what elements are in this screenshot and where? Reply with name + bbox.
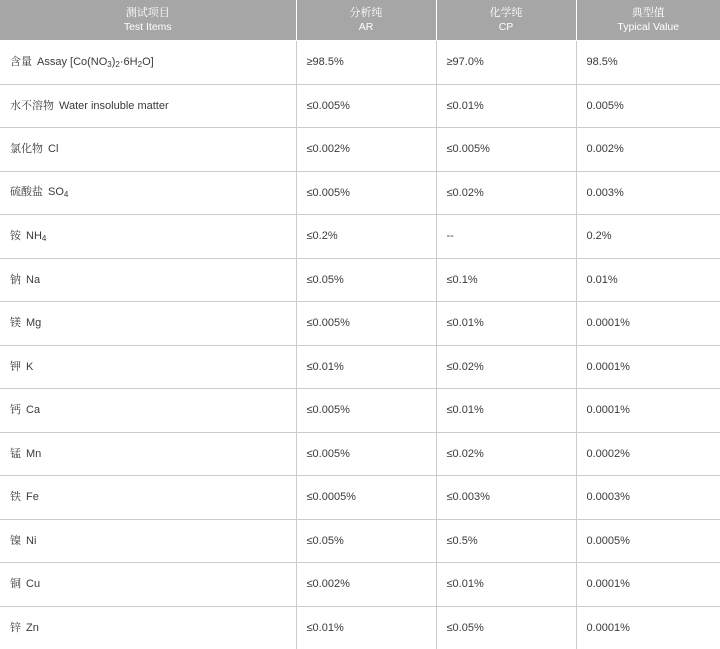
cell-cp: ≤0.01% bbox=[436, 302, 576, 346]
cell-test-item bbox=[0, 41, 296, 85]
cell-test-item bbox=[0, 476, 296, 520]
cell-typical-value: 0.0003% bbox=[576, 476, 720, 520]
cell-test-item bbox=[0, 606, 296, 649]
column-header-test-items bbox=[0, 0, 296, 41]
cell-cp: ≤0.02% bbox=[436, 171, 576, 215]
test-item-en: Water insoluble matter bbox=[59, 100, 169, 112]
test-item-cn: 铁 bbox=[10, 491, 21, 503]
test-item-en: Mn bbox=[26, 448, 41, 460]
test-item-en: Assay [Co(NO bbox=[37, 56, 107, 68]
cell-test-item bbox=[0, 215, 296, 259]
cell-test-item bbox=[0, 519, 296, 563]
table-row bbox=[0, 476, 720, 520]
test-item-cn: 硫酸盐 bbox=[10, 186, 43, 198]
test-item-en: K bbox=[26, 361, 33, 373]
table-row bbox=[0, 258, 720, 302]
test-item-en: SO bbox=[48, 186, 64, 198]
cell-ar: ≤0.002% bbox=[296, 563, 436, 607]
cell-typical-value: 0.003% bbox=[576, 171, 720, 215]
test-item-en: Zn bbox=[26, 622, 39, 634]
cell-typical-value: 98.5% bbox=[576, 41, 720, 85]
cell-ar: ≤0.005% bbox=[296, 171, 436, 215]
test-item-en: Fe bbox=[26, 491, 39, 503]
test-item-cn: 含量 bbox=[10, 56, 32, 68]
test-item-cn: 钾 bbox=[10, 361, 21, 373]
cell-typical-value: 0.2% bbox=[576, 215, 720, 259]
cell-cp: ≤0.01% bbox=[436, 563, 576, 607]
column-header-typical-value-en: Typical Value bbox=[581, 20, 717, 34]
test-item-cn: 钙 bbox=[10, 404, 21, 416]
cell-typical-value: 0.002% bbox=[576, 128, 720, 172]
table-row bbox=[0, 563, 720, 607]
column-header-cp-cn: 化学纯 bbox=[441, 6, 572, 20]
cell-cp: ≤0.003% bbox=[436, 476, 576, 520]
table-row bbox=[0, 606, 720, 649]
cell-cp: ≤0.005% bbox=[436, 128, 576, 172]
cell-cp: -- bbox=[436, 215, 576, 259]
test-item-en: Na bbox=[26, 274, 40, 286]
cell-typical-value: 0.0001% bbox=[576, 302, 720, 346]
table-row bbox=[0, 171, 720, 215]
cell-ar: ≤0.005% bbox=[296, 432, 436, 476]
cell-typical-value: 0.0001% bbox=[576, 606, 720, 649]
formula-part: ·6H bbox=[120, 56, 138, 68]
cell-typical-value: 0.01% bbox=[576, 258, 720, 302]
table-row bbox=[0, 128, 720, 172]
cell-cp: ≤0.02% bbox=[436, 432, 576, 476]
column-header-cp bbox=[436, 0, 576, 41]
cell-typical-value: 0.0001% bbox=[576, 563, 720, 607]
cell-ar: ≤0.05% bbox=[296, 258, 436, 302]
table-header-row bbox=[0, 0, 720, 41]
table-row bbox=[0, 389, 720, 433]
cell-cp: ≤0.02% bbox=[436, 345, 576, 389]
column-header-test-items-cn: 测试项目 bbox=[4, 6, 292, 20]
test-item-cn: 钠 bbox=[10, 274, 21, 286]
column-header-cp-en: CP bbox=[441, 20, 572, 34]
cell-cp: ≤0.01% bbox=[436, 84, 576, 128]
cell-test-item bbox=[0, 345, 296, 389]
cell-test-item bbox=[0, 128, 296, 172]
column-header-typical-value-cn: 典型值 bbox=[581, 6, 717, 20]
cell-typical-value: 0.0002% bbox=[576, 432, 720, 476]
test-item-en: Cl bbox=[48, 143, 58, 155]
cell-typical-value: 0.0005% bbox=[576, 519, 720, 563]
test-item-en: NH bbox=[26, 230, 42, 242]
cell-ar: ≤0.005% bbox=[296, 302, 436, 346]
cell-cp: ≤0.05% bbox=[436, 606, 576, 649]
cell-test-item bbox=[0, 171, 296, 215]
cell-ar: ≤0.0005% bbox=[296, 476, 436, 520]
formula-subscript: 4 bbox=[64, 190, 68, 199]
table-body bbox=[0, 41, 720, 649]
cell-typical-value: 0.005% bbox=[576, 84, 720, 128]
formula-subscript: 2 bbox=[138, 60, 142, 69]
table-row bbox=[0, 215, 720, 259]
column-header-ar bbox=[296, 0, 436, 41]
column-header-test-items-en: Test Items bbox=[4, 20, 292, 34]
test-item-en: Mg bbox=[26, 317, 41, 329]
column-header-ar-cn: 分析纯 bbox=[301, 6, 432, 20]
table-row bbox=[0, 41, 720, 85]
test-item-cn: 镁 bbox=[10, 317, 21, 329]
test-item-cn: 锰 bbox=[10, 448, 21, 460]
cell-ar: ≤0.01% bbox=[296, 606, 436, 649]
test-item-cn: 水不溶物 bbox=[10, 100, 54, 112]
column-header-ar-en: AR bbox=[301, 20, 432, 34]
cell-test-item bbox=[0, 302, 296, 346]
formula-part: O] bbox=[142, 56, 154, 68]
cell-cp: ≥97.0% bbox=[436, 41, 576, 85]
test-item-cn: 铵 bbox=[10, 230, 21, 242]
cell-test-item bbox=[0, 432, 296, 476]
table-header bbox=[0, 0, 720, 41]
cell-typical-value: 0.0001% bbox=[576, 389, 720, 433]
test-item-cn: 氯化物 bbox=[10, 143, 43, 155]
test-item-cn: 铜 bbox=[10, 578, 21, 590]
cell-cp: ≤0.1% bbox=[436, 258, 576, 302]
column-header-typical-value bbox=[576, 0, 720, 41]
cell-test-item bbox=[0, 563, 296, 607]
table-row bbox=[0, 302, 720, 346]
cell-cp: ≤0.01% bbox=[436, 389, 576, 433]
formula-subscript: 4 bbox=[42, 234, 46, 243]
cell-typical-value: 0.0001% bbox=[576, 345, 720, 389]
table-row bbox=[0, 519, 720, 563]
cell-test-item bbox=[0, 84, 296, 128]
table-row bbox=[0, 345, 720, 389]
test-item-en: Ca bbox=[26, 404, 40, 416]
test-item-en: Ni bbox=[26, 535, 36, 547]
formula-subscript: 2 bbox=[115, 60, 119, 69]
cell-test-item bbox=[0, 389, 296, 433]
cell-test-item bbox=[0, 258, 296, 302]
cell-ar: ≤0.01% bbox=[296, 345, 436, 389]
test-item-cn: 镍 bbox=[10, 535, 21, 547]
cell-ar: ≤0.005% bbox=[296, 84, 436, 128]
cell-ar: ≤0.005% bbox=[296, 389, 436, 433]
formula-part: ) bbox=[112, 56, 116, 68]
cell-ar: ≤0.2% bbox=[296, 215, 436, 259]
table-row bbox=[0, 432, 720, 476]
table-row bbox=[0, 84, 720, 128]
cell-ar: ≤0.002% bbox=[296, 128, 436, 172]
cell-cp: ≤0.5% bbox=[436, 519, 576, 563]
test-item-cn: 锌 bbox=[10, 622, 21, 634]
cell-ar: ≥98.5% bbox=[296, 41, 436, 85]
formula-subscript: 3 bbox=[107, 60, 111, 69]
test-item-en: Cu bbox=[26, 578, 40, 590]
cell-ar: ≤0.05% bbox=[296, 519, 436, 563]
